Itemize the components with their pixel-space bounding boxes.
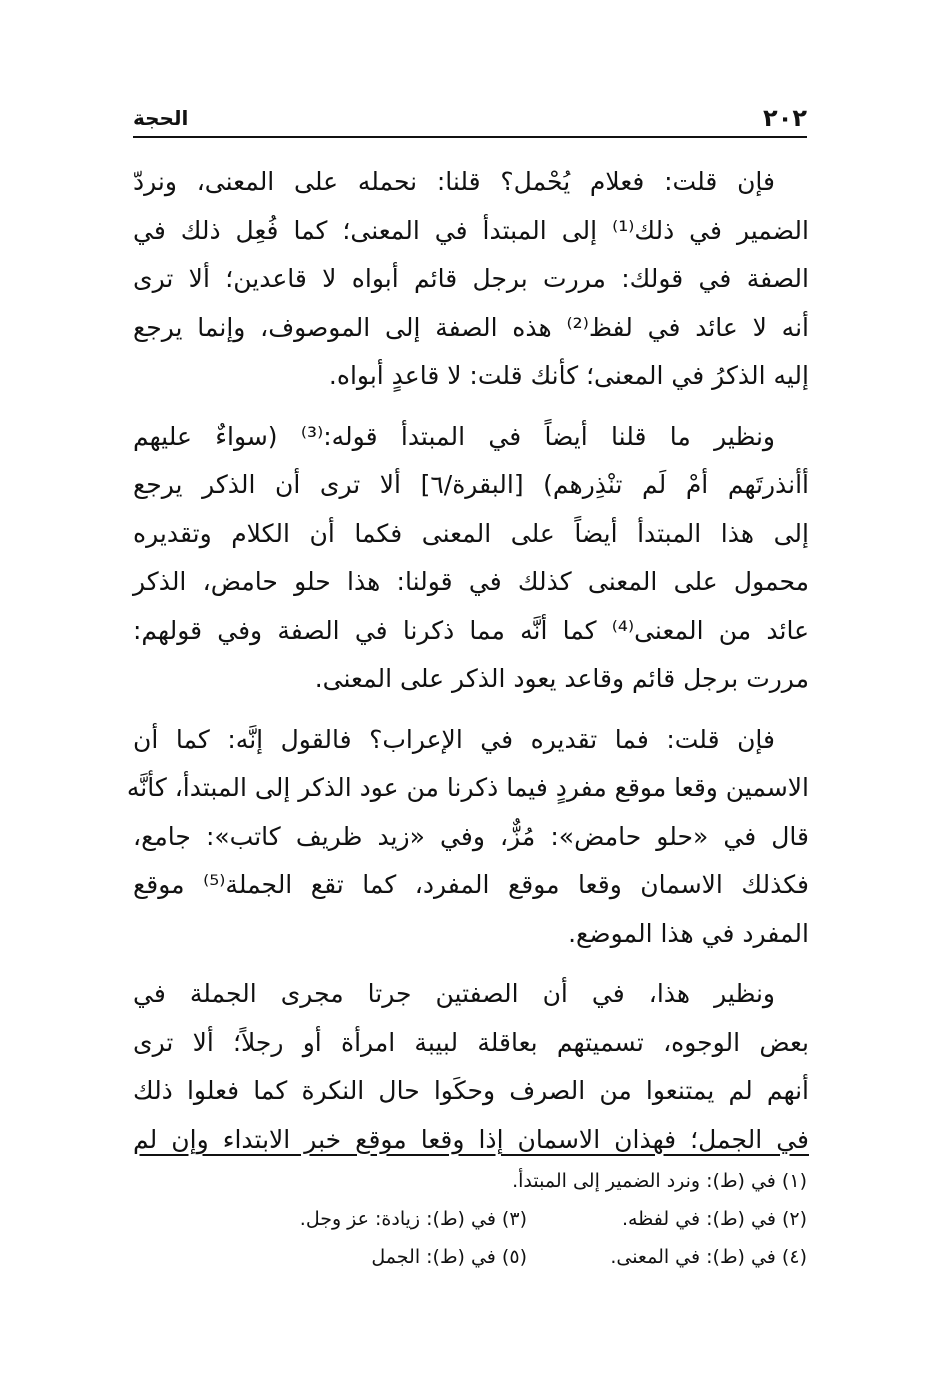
- text-line: المفرد في هذا الموضع.: [568, 918, 809, 948]
- footnote: (٣) في (ط): زيادة: عز وجل.: [299, 1208, 527, 1230]
- text-line: أنهم لم يمتنعوا من الصرف وحكَوا حال النكرة كما فعلوا ذلك: [133, 1076, 809, 1105]
- running-header: [133, 98, 807, 138]
- paragraph-1: [133, 158, 809, 401]
- text-line: قال في «حلو حامض»: مُزٌّ، وفي «زيد ظريف كاتب»: جامع،: [133, 821, 809, 851]
- text-line: الضمير في ذلك⁽¹⁾ إلى المبتدأ في المعنى؛ كما فُعِل ذلك في: [133, 215, 809, 245]
- text-line: أنه لا عائد في لفظ⁽²⁾ هذه الصفة إلى الموصوف، وإنما يرجع: [133, 312, 809, 342]
- text-line: بعض الوجوه، تسميتهم بعاقلة لبيبة امرأة أو رجلاً؛ ألا ترى: [133, 1027, 809, 1057]
- footnote: (٢) في (ط): في لفظه.: [621, 1208, 807, 1230]
- text-line: الاسمين وقعا موقع مفردٍ فيما ذكرنا من عود الذكر إلى المبتدأ، كأنَّه: [126, 773, 809, 802]
- text-line: أأنذرتَهم أمْ لَم تنْذِرهم) [البقرة/٦] ألا ترى أن الذكر يرجع: [133, 470, 809, 499]
- book-title: الحجة: [133, 106, 189, 130]
- paragraph-2: [133, 413, 809, 704]
- text-line: فإن قلت: فما تقديره في الإعراب؟ فالقول إنَّه: كما أن: [133, 724, 775, 754]
- text-line: فإن قلت: فعلام يُحْمل؟ قلنا: نحمله على المعنى، ونردّ: [133, 167, 775, 196]
- text-line: ونظير ما قلنا أيضاً في المبتدأ قوله:⁽³⁾ (سواءٌ عليهم: [133, 421, 775, 451]
- text-line: إليه الذكرُ في المعنى؛ كأنك قلت: لا قاعدٍ أبواه.: [328, 361, 809, 390]
- text-line: ونظير هذا، في أن الصفتين جرتا مجرى الجملة في: [133, 979, 775, 1008]
- footnote-row: [133, 1162, 807, 1200]
- text-line: الصفة في قولك: مررت برجل قائم أبواه لا قاعدين؛ ألا ترى: [133, 264, 809, 293]
- text-line: مررت برجل قائم وقاعد يعود الذكر على المعنى.: [314, 664, 809, 693]
- paragraph-4: [133, 970, 809, 1164]
- text-line: في الجمل؛ فهذان الاسمان إذا وقعا موقع خبر الابتداء وإن لم: [133, 1124, 809, 1154]
- text-line: عائد من المعنى⁽⁴⁾ كما أنَّه مما ذكرنا في الصفة وفي قولهم:: [133, 615, 809, 645]
- text-line: إلى هذا المبتدأ أيضاً على المعنى فكما أن الكلام وتقديره: [133, 518, 809, 548]
- page-number: ٢٠٢: [763, 104, 807, 132]
- footnote: (١) في (ط): ونرد الضمير إلى المبتدأ.: [512, 1170, 807, 1192]
- footnote: (٤) في (ط): في المعنى.: [610, 1246, 807, 1268]
- paragraph-3: [126, 716, 809, 959]
- footnotes: [133, 1162, 807, 1276]
- body-text: [126, 158, 809, 1176]
- text-line: فكذلك الاسمان وقعا موقع المفرد، كما تقع الجملة⁽⁵⁾ موقع: [133, 870, 809, 899]
- footnote: (٥) في (ط): الجمل: [371, 1246, 527, 1268]
- text-line: محمول على المعنى كذلك في قولنا: هذا حلو حامض، الذكر: [133, 567, 809, 596]
- footnote-row: [133, 1200, 807, 1238]
- footnote-row: [133, 1238, 807, 1276]
